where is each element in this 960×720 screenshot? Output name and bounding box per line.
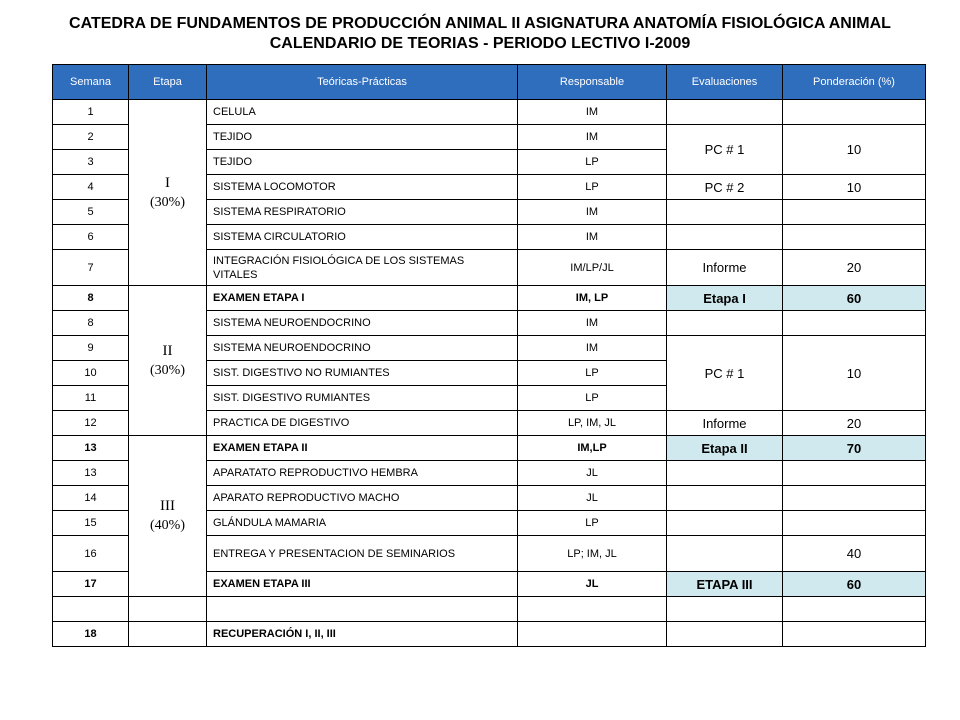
semana-cell: 17 [53, 572, 129, 597]
ponderacion-cell [783, 311, 926, 336]
responsable-cell: LP; IM, JL [518, 536, 667, 572]
responsable-cell: JL [518, 461, 667, 486]
ponderacion-cell: 10 [783, 336, 926, 411]
evaluacion-cell: PC # 1 [667, 125, 783, 175]
ponderacion-cell: 60 [783, 572, 926, 597]
table-row [53, 622, 926, 647]
tema-cell: SISTEMA NEUROENDOCRINO [207, 336, 518, 361]
ponderacion-cell [783, 225, 926, 250]
etapa-cell [129, 622, 207, 647]
etapa-roman: III [160, 498, 175, 514]
evaluacion-cell [667, 311, 783, 336]
responsable-cell: LP [518, 386, 667, 411]
semana-cell: 4 [53, 175, 129, 200]
etapa-percent: (30%) [150, 362, 185, 378]
tema-cell: TEJIDO [207, 125, 518, 150]
semana-cell [53, 597, 129, 622]
table-row [53, 597, 926, 622]
semana-cell: 10 [53, 361, 129, 386]
tema-cell: PRACTICA DE DIGESTIVO [207, 411, 518, 436]
semana-cell: 11 [53, 386, 129, 411]
semana-cell: 2 [53, 125, 129, 150]
ponderacion-cell: 70 [783, 436, 926, 461]
evaluacion-cell: Etapa I [667, 286, 783, 311]
responsable-cell: IM [518, 225, 667, 250]
etapa-roman: I [165, 174, 170, 191]
tema-cell: EXAMEN ETAPA II [207, 436, 518, 461]
tema-cell: INTEGRACIÓN FISIOLÓGICA DE LOS SISTEMAS VITALES [207, 250, 518, 286]
responsable-cell: IM, LP [518, 286, 667, 311]
tema-cell: ENTREGA Y PRESENTACION DE SEMINARIOS [207, 536, 518, 572]
header-responsable: Responsable [518, 65, 667, 100]
evaluacion-cell [667, 461, 783, 486]
header-etapa: Etapa [129, 65, 207, 100]
semana-cell: 5 [53, 200, 129, 225]
responsable-cell [518, 622, 667, 647]
evaluacion-cell: Informe [667, 250, 783, 286]
etapa-percent: (40%) [150, 518, 185, 533]
evaluacion-cell: Etapa II [667, 436, 783, 461]
ponderacion-cell [783, 100, 926, 125]
ponderacion-cell: 20 [783, 250, 926, 286]
responsable-cell: JL [518, 486, 667, 511]
evaluacion-cell [667, 597, 783, 622]
tema-cell: GLÁNDULA MAMARIA [207, 511, 518, 536]
etapa-cell [129, 286, 207, 436]
evaluacion-cell: PC # 2 [667, 175, 783, 200]
semana-cell: 14 [53, 486, 129, 511]
tema-cell: APARATATO REPRODUCTIVO HEMBRA [207, 461, 518, 486]
header-evaluaciones: Evaluaciones [667, 65, 783, 100]
evaluacion-cell [667, 100, 783, 125]
evaluacion-cell: PC # 1 [667, 336, 783, 411]
tema-cell: SISTEMA LOCOMOTOR [207, 175, 518, 200]
tema-cell: EXAMEN ETAPA III [207, 572, 518, 597]
tema-cell: SISTEMA NEUROENDOCRINO [207, 311, 518, 336]
responsable-cell: IM [518, 125, 667, 150]
document-title [0, 14, 960, 54]
ponderacion-cell [783, 461, 926, 486]
responsable-cell: IM [518, 311, 667, 336]
responsable-cell: LP [518, 361, 667, 386]
tema-cell: SISTEMA RESPIRATORIO [207, 200, 518, 225]
etapa-roman: II [162, 342, 173, 359]
ponderacion-cell: 10 [783, 125, 926, 175]
semana-cell: 15 [53, 511, 129, 536]
semana-cell: 9 [53, 336, 129, 361]
tema-cell: SISTEMA CIRCULATORIO [207, 225, 518, 250]
semana-cell: 13 [53, 436, 129, 461]
semana-cell: 16 [53, 536, 129, 572]
semana-cell: 1 [53, 100, 129, 125]
responsable-cell: IM [518, 200, 667, 225]
table-row [53, 286, 926, 311]
etapa-cell [129, 100, 207, 286]
ponderacion-cell [783, 597, 926, 622]
header-row [53, 65, 926, 100]
evaluacion-cell [667, 200, 783, 225]
header-teoricas-practicas: Teóricas-Prácticas [207, 65, 518, 100]
table-row [53, 436, 926, 461]
responsable-cell: LP, IM, JL [518, 411, 667, 436]
responsable-cell: LP [518, 511, 667, 536]
tema-cell: RECUPERACIÓN I, II, III [207, 622, 518, 647]
evaluacion-cell: Informe [667, 411, 783, 436]
tema-cell: SIST. DIGESTIVO NO RUMIANTES [207, 361, 518, 386]
ponderacion-cell [783, 200, 926, 225]
semana-cell: 8 [53, 286, 129, 311]
tema-cell [207, 597, 518, 622]
evaluacion-cell: ETAPA III [667, 572, 783, 597]
ponderacion-cell: 60 [783, 286, 926, 311]
semana-cell: 13 [53, 461, 129, 486]
tema-cell: SIST. DIGESTIVO RUMIANTES [207, 386, 518, 411]
tema-cell: CELULA [207, 100, 518, 125]
responsable-cell: LP [518, 150, 667, 175]
semana-cell: 12 [53, 411, 129, 436]
tema-cell: APARATO REPRODUCTIVO MACHO [207, 486, 518, 511]
semana-cell: 6 [53, 225, 129, 250]
ponderacion-cell [783, 486, 926, 511]
evaluacion-cell [667, 536, 783, 572]
header-ponderacion: Ponderación (%) [783, 65, 926, 100]
semana-cell: 7 [53, 250, 129, 286]
evaluacion-cell [667, 511, 783, 536]
ponderacion-cell: 40 [783, 536, 926, 572]
evaluacion-cell [667, 225, 783, 250]
ponderacion-cell [783, 511, 926, 536]
responsable-cell: IM [518, 100, 667, 125]
ponderacion-cell [783, 622, 926, 647]
tema-cell: EXAMEN ETAPA I [207, 286, 518, 311]
header-semana: Semana [53, 65, 129, 100]
schedule-table [52, 64, 926, 647]
title-line-2: CALENDARIO DE TEORIAS - PERIODO LECTIVO I-2009 [269, 35, 691, 52]
evaluacion-cell [667, 622, 783, 647]
ponderacion-cell: 20 [783, 411, 926, 436]
semana-cell: 18 [53, 622, 129, 647]
etapa-cell [129, 597, 207, 622]
responsable-cell [518, 597, 667, 622]
title-line-1: CATEDRA DE FUNDAMENTOS DE PRODUCCIÓN ANIMAL II ASIGNATURA ANATOMÍA FISIOLÓGICA ANIMAL [69, 15, 891, 32]
responsable-cell: IM/LP/JL [518, 250, 667, 286]
etapa-percent: (30%) [150, 194, 185, 210]
etapa-cell [129, 436, 207, 597]
responsable-cell: JL [518, 572, 667, 597]
responsable-cell: IM,LP [518, 436, 667, 461]
semana-cell: 8 [53, 311, 129, 336]
semana-cell: 3 [53, 150, 129, 175]
ponderacion-cell: 10 [783, 175, 926, 200]
evaluacion-cell [667, 486, 783, 511]
tema-cell: TEJIDO [207, 150, 518, 175]
responsable-cell: IM [518, 336, 667, 361]
responsable-cell: LP [518, 175, 667, 200]
table-row [53, 100, 926, 125]
